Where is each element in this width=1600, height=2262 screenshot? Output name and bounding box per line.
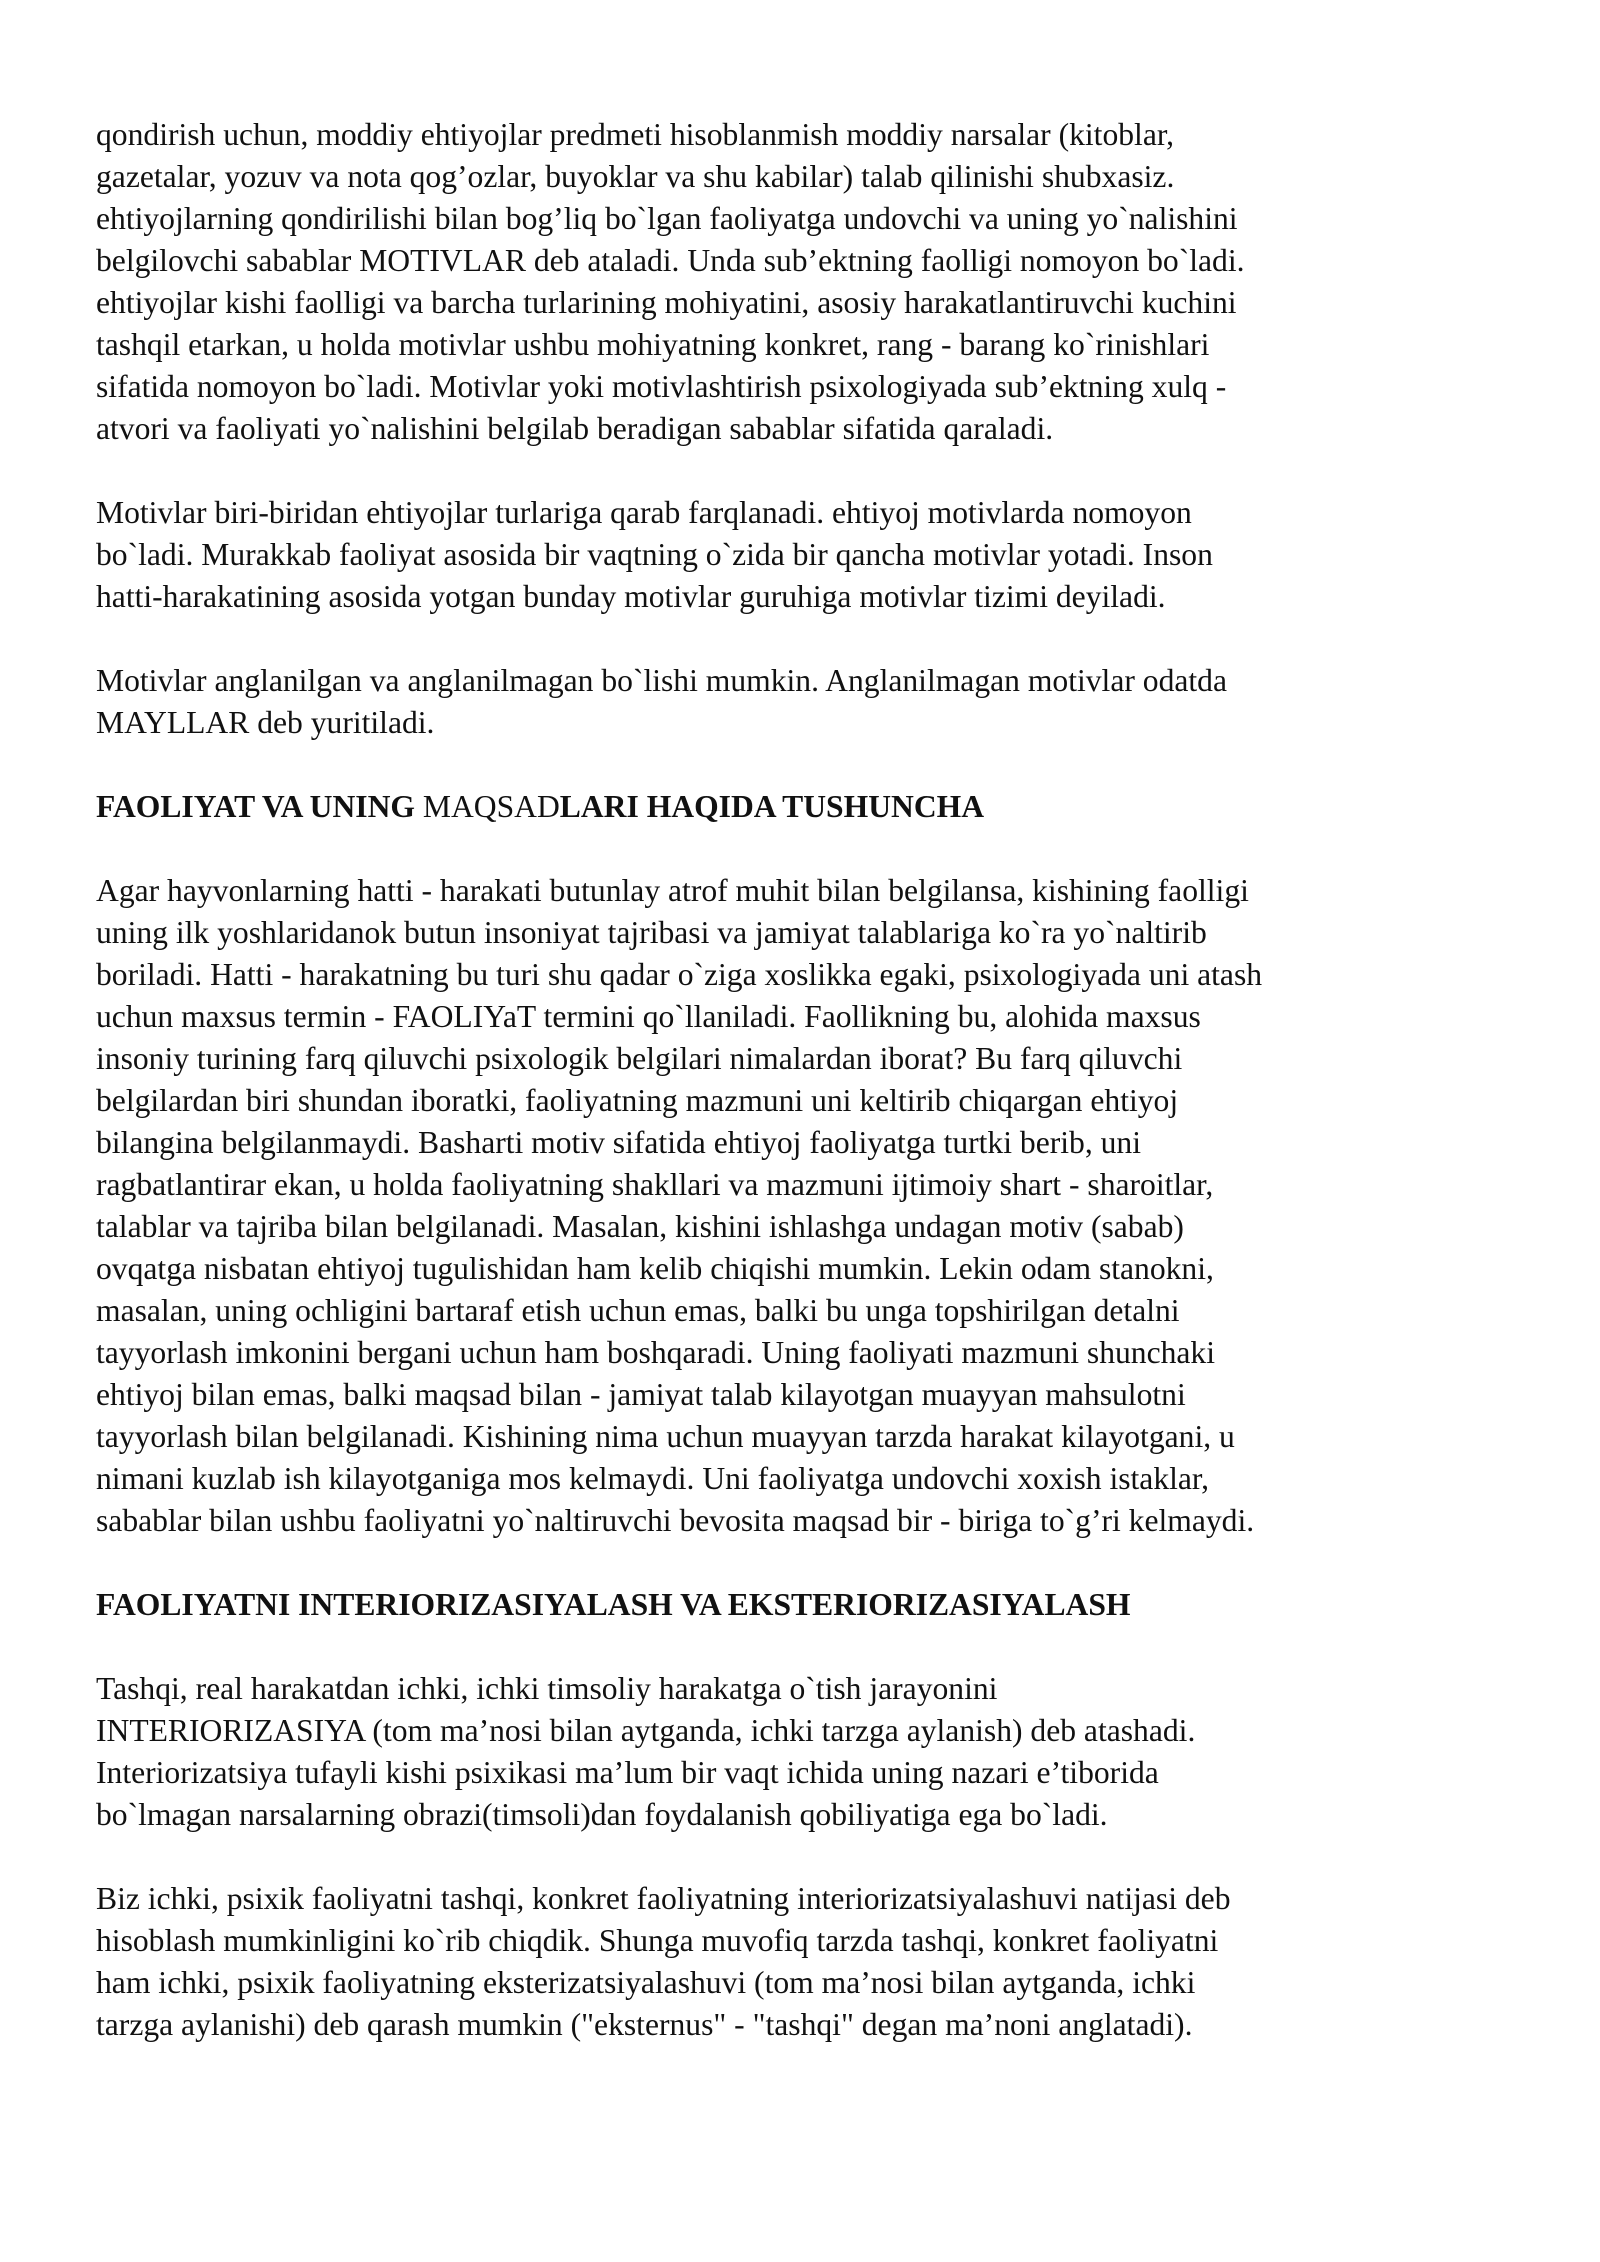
heading-part-bold-1: FAOLIYAT VA UNING	[96, 789, 423, 824]
heading-part-normal: MAQSAD	[422, 789, 560, 824]
paragraph-eksteriorizatsiya: Biz ichki, psixik faoliyatni tashqi, konkret faoliyatning interiorizatsiyalashuvi natijasi deb hisoblash mumkinligini ko`rib chiqdik. Shunga muvofiq tarzda tashqi, konkret faoliyatni ham ichki, psixik faoliyatning eksterizatsiyalashuvi (tom ma’nosi bilan aytganda, ichki tarzga aylanishi) deb qarash mumkin ("eksternus" - "tashqi" degan ma’noni anglatadi).	[96, 1881, 1231, 2042]
heading-part-bold-2: LARI HAQIDA TUSHUNCHA	[559, 789, 985, 824]
section-heading-interiorizatsiya: FAOLIYATNI INTERIORIZASIYALASH VA EKSTERIORIZASIYALASH	[96, 1587, 1131, 1622]
paragraph-interiorizatsiya: Tashqi, real harakatdan ichki, ichki timsoliy harakatga o`tish jarayonini INTERIORIZASIYA (tom ma’nosi bilan aytganda, ichki tarzga aylanish) deb atashadi. Interiorizatsiya tufayli kishi psixikasi ma’lum bir vaqt ichida uning nazari e’tiborida bo`lmagan narsalarning obrazi(timsoli)dan foydalanish qobiliyatiga ega bo`ladi.	[96, 1671, 1196, 1832]
paragraph-motivlar-definition: qondirish uchun, moddiy ehtiyojlar predmeti hisoblanmish moddiy narsalar (kitoblar, gazetalar, yozuv va nota qog’ozlar, buyoklar va shu kabilar) talab qilinishi shubxasiz. ehtiyojlarning qondirilishi bilan bog’liq bo`lgan faoliyatga undovchi va uning yo`nalishini belgilovchi sabablar MOTIVLAR deb ataladi. Unda sub’ektning faolligi nomoyon bo`ladi. ehtiyojlar kishi faolligi va barcha turlarining mohiyatini, asosiy harakatlantiruvchi kuchini tashqil etarkan, u holda motivlar ushbu mohiyatning konkret, rang - barang ko`rinishlari sifatida nomoyon bo`ladi. Motivlar yoki motivlashtirish psixologiyada sub’ektning xulq - atvori va faoliyati yo`nalishini belgilab beradigan sabablar sifatida qaraladi.	[96, 117, 1245, 446]
paragraph-mayllar: Motivlar anglanilgan va anglanilmagan bo`lishi mumkin. Anglanilmagan motivlar odatda MAYLLAR deb yuritiladi.	[96, 663, 1227, 740]
paragraph-motivlar-types: Motivlar biri-biridan ehtiyojlar turlariga qarab farqlanadi. ehtiyoj motivlarda nomoyon bo`ladi. Murakkab faoliyat asosida bir vaqtning o`zida bir qancha motivlar yotadi. Inson hatti-harakatining asosida yotgan bunday motivlar guruhiga motivlar tizimi deyiladi.	[96, 495, 1213, 614]
paragraph-faoliyat: Agar hayvonlarning hatti - harakati butunlay atrof muhit bilan belgilansa, kishining faolligi uning ilk yoshlaridanok butun insoniyat tajribasi va jamiyat talablariga ko`ra yo`naltirib boriladi. Hatti - harakatning bu turi shu qadar o`ziga xoslikka egaki, psixologiyada uni atash uchun maxsus termin - FAOLIYaT termini qo`llaniladi. Faollikning bu, alohida maxsus insoniy turining farq qiluvchi psixologik belgilari nimalardan iborat? Bu farq qiluvchi belgilardan biri shundan iboratki, faoliyatning mazmuni uni keltirib chiqargan ehtiyoj bilangina belgilanmaydi. Basharti motiv sifatida ehtiyoj faoliyatga turtki berib, uni ragbatlantirar ekan, u holda faoliyatning shakllari va mazmuni ijtimoiy shart - sharoitlar, talablar va tajriba bilan belgilanadi. Masalan, kishini ishlashga undagan motiv (sabab) ovqatga nisbatan ehtiyoj tugulishidan ham kelib chiqishi mumkin. Lekin odam stanokni, masalan, uning ochligini bartaraf etish uchun emas, balki bu unga topshirilgan detalni tayyorlash imkonini bergani uchun ham boshqaradi. Uning faoliyati mazmuni shunchaki ehtiyoj bilan emas, balki maqsad bilan - jamiyat talab kilayotgan muayyan mahsulotni tayyorlash bilan belgilanadi. Kishining nima uchun muayyan tarzda harakat kilayotgani, u nimani kuzlab ish kilayotganiga mos kelmaydi. Uni faoliyatga undovchi xoxish istaklar, sabablar bilan ushbu faoliyatni yo`naltiruvchi bevosita maqsad bir - biriga to`g’ri kelmaydi.	[96, 873, 1263, 1538]
section-heading-faoliyat	[96, 786, 1516, 828]
document-page	[96, 114, 1516, 2088]
